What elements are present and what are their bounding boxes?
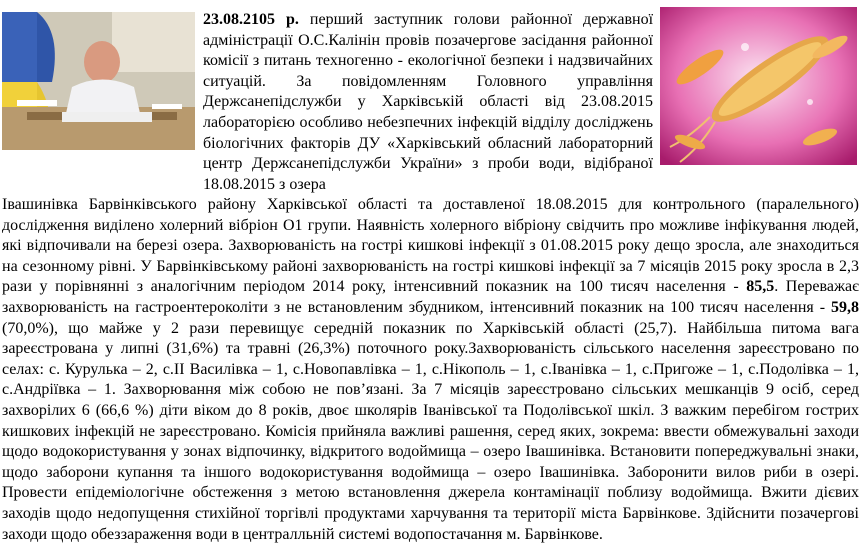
article-date: 23.08.2105 <box>203 11 275 28</box>
gastro-incidence-value: 59,8 <box>831 298 860 316</box>
article-date-suffix: р. <box>286 11 299 28</box>
official-photo <box>2 12 195 150</box>
bacteria-illustration <box>660 7 857 165</box>
article-paragraph-4: (70,0%), що майже у 2 рази перевищує середній показник по Харківській області (25,7). Найбільша питома вага зареєстрована у липні (31,6%) та травні (26,3%) поточного року.Захворюваність сільського населення зареєстровано по селах: с. Курулька – 2, с.II Василівка – 1, с.Новопавлівка – 1, с.Нікополь – 1, с.Іванівка – 1, с.Пригоже – 1, с.Подолівка – 1, с.Андріївка – 1. Захворювання між собою не пов’язані. За 7 місяців зареєстровано сільських мешканців 9 осіб, серед захворілих 6 (66,6 %) діти віком до 8 років, двоє школярів Іванівської та Подолівської шкіл. З важким перебігом гострих кишкових інфекцій не зареєстровано. Комісія прийняла важливі рашення, серед яких, зокрема: ввести обмежувальні заходи щодо водокористування у зонах відпочинку, відкритого водоймища – озеро Івашинівка. Встановити попереджувальні знаки, щодо заборони купання та іншого водокористування водоймища – озеро Івашинівка. Заборонити вилов риби в озері. Провести епідеміологічне обстеження з метою встановлення джерела контамінації поблизу водоймища. Вжити дієвих заходів щодо недопущення стихійної торгівлі продуктами харчування та території міста Барвінкове. Здійснити позачергові заходи щодо обеззараження води в централльній системі водопостачання м. Барвінкове. <box>2 319 859 543</box>
article-intro <box>203 10 653 195</box>
article-paragraph-3: . Переважає захворюваність на гастроентероколіти з не встановленим збудником, інтенсивний показник на 100 тисяч населення - <box>2 278 860 316</box>
incidence-value: 85,5 <box>746 278 775 296</box>
article-paragraph-2: Івашинівка Барвінківського району Харківської області та доставленої 18.08.2015 для контрольного (паралельного) дослідження виділено холерний вібріон О1 групи. Наявність холерного вібріону свідчить про можливе інфікування людей, які відпочивали на березі озера. Захворюваність на гострі кишкові інфекції з 01.08.2015 року дещо зросла, але знаходиться на сезонному рівні. У Барвінківському районі захворюваність на гострі кишкові інфекції за 7 місяців 2015 року зросла в 2,3 рази у порівнянні з аналогічним періодом 2014 року, інтенсивний показник на 100 тисяч населення - <box>2 196 859 296</box>
article-paragraph-1: перший заступник голови районної державної адміністрації О.С.Калінін провів позачергове засідання районної комісії з питань техногенно - екологічної безпеки і надзвичайних ситуацій. За повідомленням Головного управління Держсанепідслужби у Харківській області від 23.08.2015 лабораторією особливо небезпечних інфекцій відділу досліджень біологічних факторів ДУ «Харківський обласний лабораторний центр Держсанепідслужби України» з проби води, відібраної 18.08.2015 з озера <box>203 11 654 193</box>
article-body <box>2 195 859 545</box>
